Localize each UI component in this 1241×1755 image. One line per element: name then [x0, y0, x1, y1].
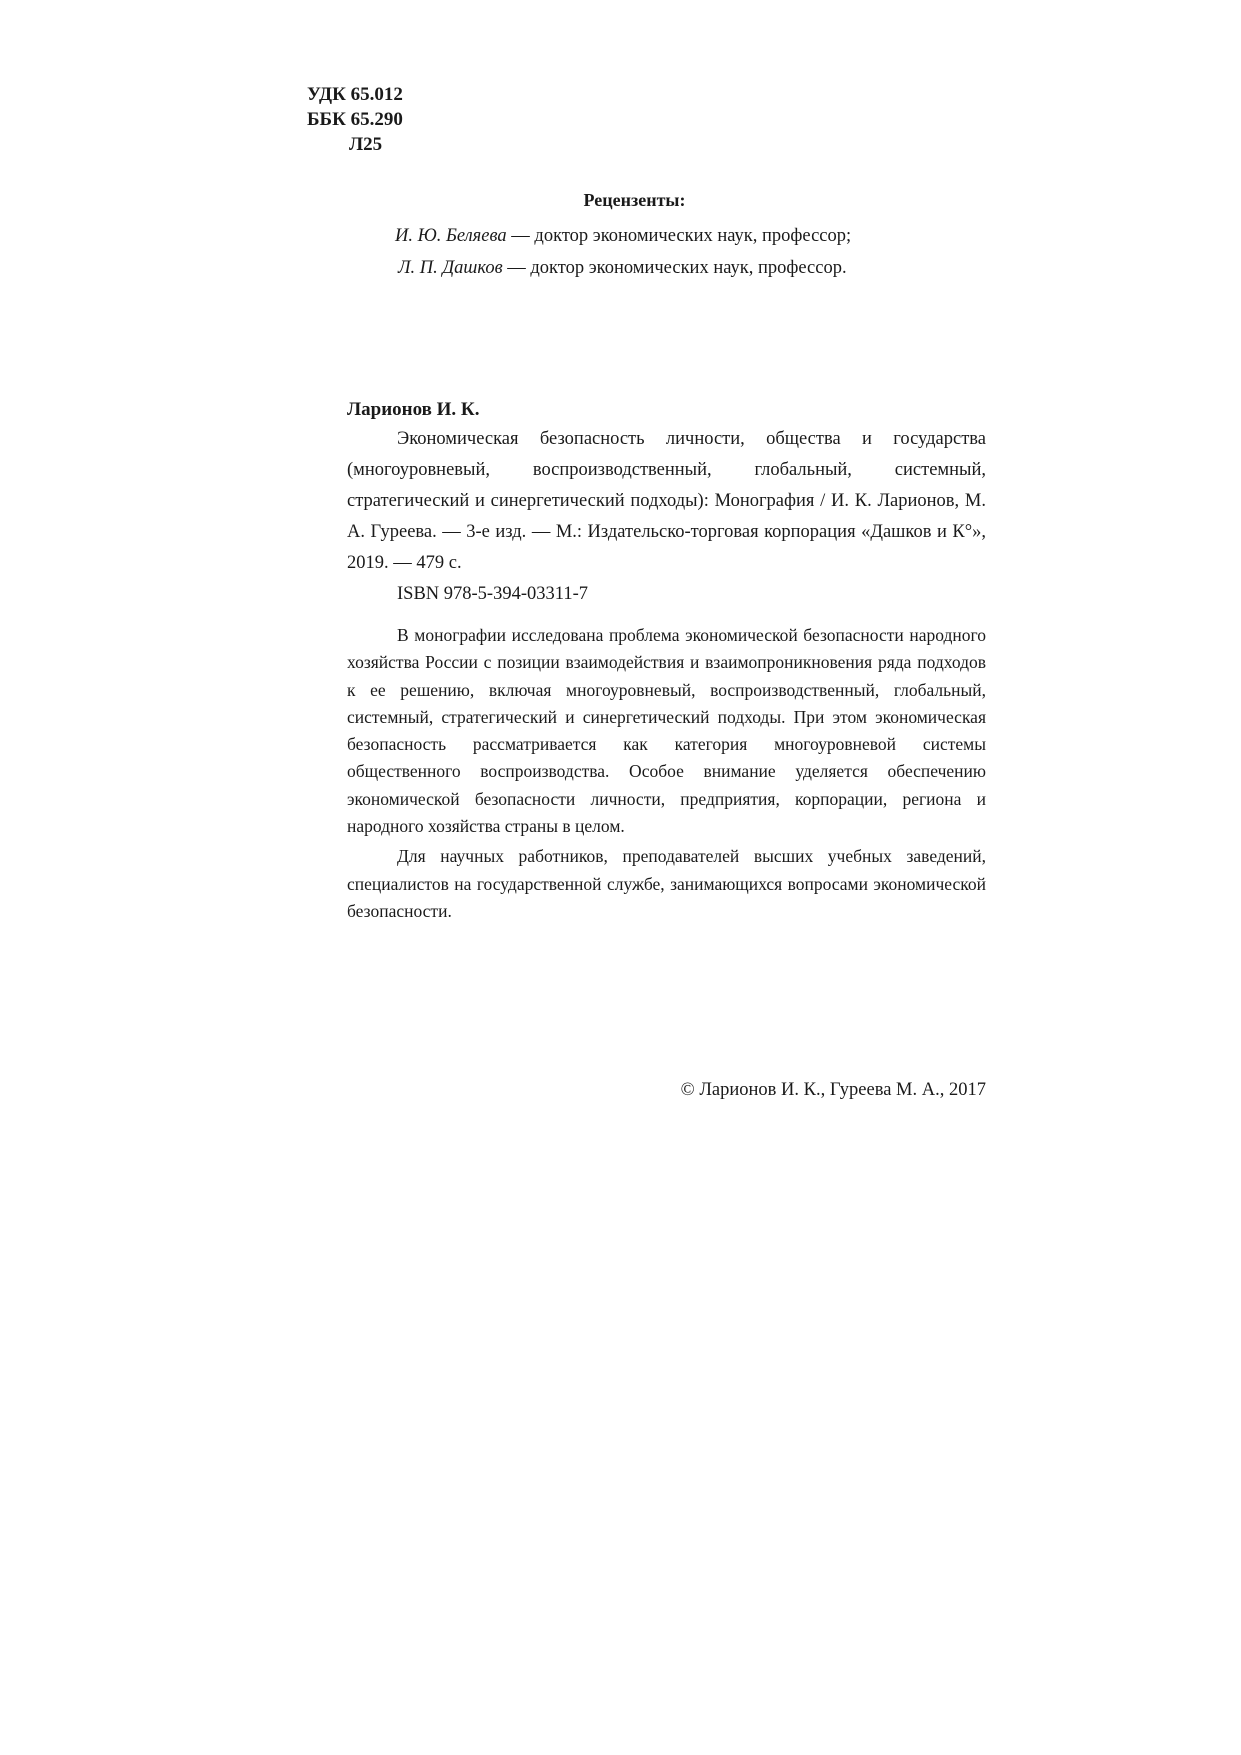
isbn: ISBN 978-5-394-03311-7 — [397, 584, 588, 604]
bbk-code: ББК 65.290 — [307, 109, 403, 130]
copyright: © Ларионов И. К., Гуреева М. А., 2017 — [680, 1080, 986, 1100]
reviewer-description: — доктор экономических наук, профессор; — [506, 226, 852, 246]
author-heading: Ларионов И. К. — [347, 399, 480, 420]
audience-paragraph: Для научных работников, преподавателей высших учебных заведений, специалистов на государственной службе, занимающихся вопросами экономической безопасности. — [347, 846, 986, 921]
abstract — [347, 622, 986, 928]
reviewer-1 — [395, 226, 851, 247]
reviewer-name: И. Ю. Беляева — [395, 226, 507, 246]
classification-codes — [307, 82, 403, 157]
reviewers-title: Рецензенты: — [583, 190, 686, 210]
bibliographic-description: Экономическая безопасность личности, общества и государства (многоуровневый, воспроизводственный, глобальный, системный, стратегический и синергетический подходы): Монография / И. К. Ларионов, М. А. Гуреева. — 3-е изд. — М.: Издательско-торговая корпорация «Дашков и К°», 2019. — 479 с. — [347, 429, 986, 573]
abstract-paragraph: В монографии исследована проблема экономической безопасности народного хозяйства России с позиции взаимодействия и взаимопроникновения ряда подходов к ее решению, включая многоуровневый, воспроизводственный, глобальный, системный, стратегический и синергетический подходы. При этом экономическая безопасность рассматривается как категория многоуровневой системы общественного воспроизводства. Особое внимание уделяется обеспечению экономической безопасности личности, предприятия, корпорации, региона и народного хозяйства страны в целом. — [347, 625, 986, 837]
author-mark: Л25 — [349, 134, 383, 155]
reviewer-name: Л. П. Дашков — [398, 258, 503, 278]
udk-code: УДК 65.012 — [307, 84, 403, 105]
reviewer-2 — [398, 258, 847, 279]
reviewer-description: — доктор экономических наук, профессор. — [502, 258, 847, 278]
